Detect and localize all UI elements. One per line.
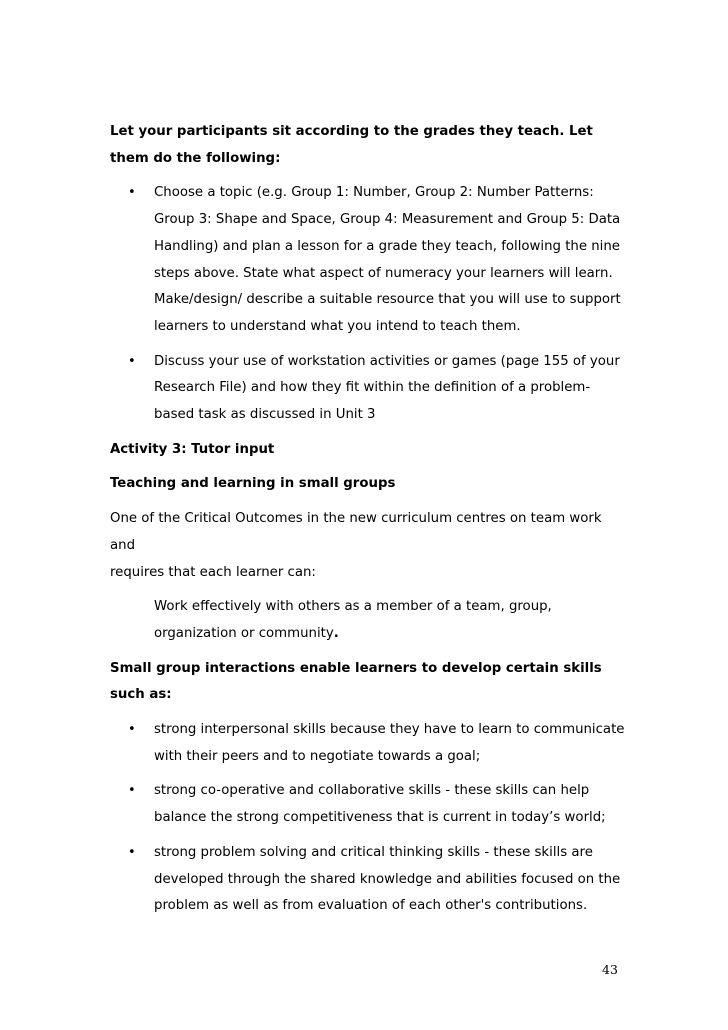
- list-item-line: balance the strong competitiveness that is current in today’s world;: [154, 810, 606, 826]
- list-item: [110, 180, 630, 340]
- bullet-icon: •: [128, 783, 136, 799]
- intro-line-1: Let your participants sit according to the grades they teach. Let: [110, 124, 593, 139]
- bullet-icon: •: [128, 722, 136, 738]
- bullet-icon: •: [128, 185, 136, 201]
- outcome-paragraph: [110, 506, 630, 586]
- list-item-line: Handling) and plan a lesson for a grade they teach, following the nine: [154, 238, 620, 254]
- list-item-line: based task as discussed in Unit 3: [154, 407, 376, 423]
- outcome-quote: [110, 594, 630, 647]
- quote-line-2: organization or community: [154, 625, 334, 641]
- skills-list: [110, 717, 630, 920]
- list-item-line: developed through the shared knowledge and abilities focused on the: [154, 871, 621, 887]
- list-item-line: learners to understand what you intend to teach them.: [154, 318, 521, 334]
- quote-line-1: Work effectively with others as a member of a team, group,: [154, 599, 552, 615]
- outcome-line-1: One of the Critical Outcomes in the new curriculum centres on team work and: [110, 511, 602, 553]
- skills-heading-line-1: Small group interactions enable learners to develop certain skills: [110, 660, 602, 676]
- list-item-line: with their peers and to negotiate towards a goal;: [154, 748, 481, 764]
- list-item-line: strong interpersonal skills because they have to learn to communicate: [154, 722, 625, 738]
- list-item-line: Discuss your use of workstation activities or games (page 155 of your: [154, 353, 620, 369]
- bullet-icon: •: [128, 353, 136, 369]
- skills-heading-line-2: such as:: [110, 687, 172, 703]
- list-item: [110, 349, 630, 429]
- skills-heading: [110, 656, 630, 709]
- outcome-line-2: requires that each learner can:: [110, 564, 316, 580]
- list-item: [110, 717, 630, 770]
- list-item: [110, 840, 630, 920]
- page-number: 43: [602, 962, 618, 977]
- list-item-line: strong problem solving and critical thinking skills - these skills are: [154, 844, 593, 860]
- list-item-line: Make/design/ describe a suitable resource that you will use to support: [154, 292, 621, 308]
- document-page: [110, 119, 630, 928]
- list-item-line: Group 3: Shape and Space, Group 4: Measurement and Group 5: Data: [154, 212, 621, 228]
- section-heading: Teaching and learning in small groups: [110, 476, 396, 492]
- list-item-line: strong co-operative and collaborative skills - these skills can help: [154, 783, 590, 799]
- list-item-line: steps above. State what aspect of numeracy your learners will learn.: [154, 265, 613, 281]
- task-list: [110, 180, 630, 428]
- intro-line-2: them do the following:: [110, 150, 281, 166]
- intro-paragraph: [110, 119, 630, 172]
- list-item-line: Research File) and how they fit within the definition of a problem-: [154, 380, 591, 396]
- bullet-icon: •: [128, 844, 136, 860]
- list-item-line: problem as well as from evaluation of each other's contributions.: [154, 898, 588, 914]
- list-item-line: Choose a topic (e.g. Group 1: Number, Group 2: Number Patterns:: [154, 185, 594, 201]
- list-item: [110, 778, 630, 831]
- quote-period: .: [333, 625, 339, 641]
- activity-heading: Activity 3: Tutor input: [110, 441, 275, 457]
